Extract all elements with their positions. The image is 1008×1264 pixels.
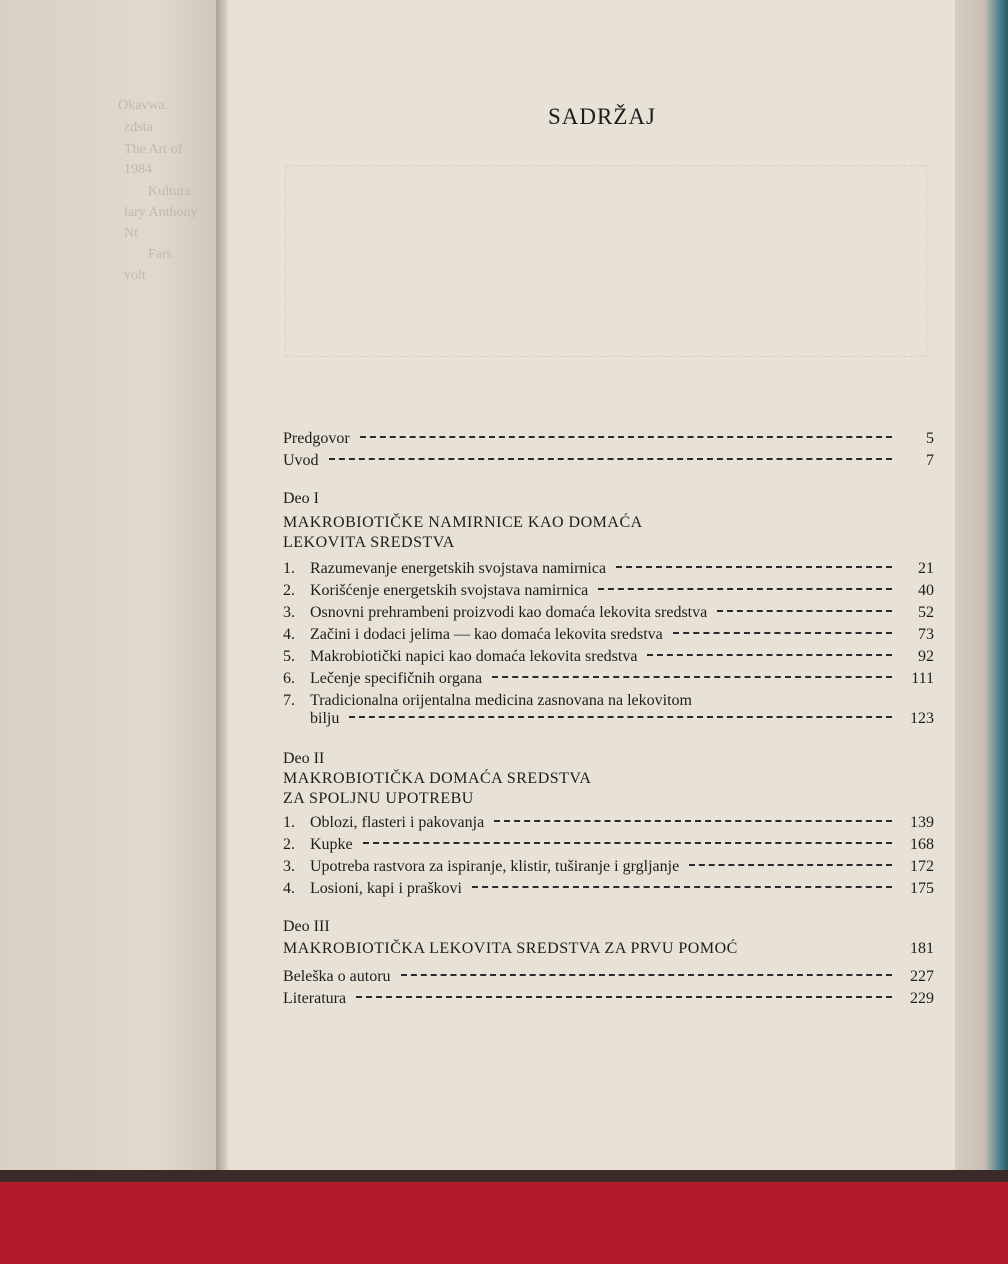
- part-title: LEKOVITA SREDSTVA: [283, 534, 455, 551]
- bleed-text: lary Anthony: [124, 205, 198, 220]
- leader-dashes: [492, 675, 892, 678]
- toc-entry-number: 3.: [283, 858, 295, 875]
- toc-page-number: 168: [910, 836, 934, 853]
- leader-dashes: [363, 841, 892, 844]
- toc-entry: [283, 452, 934, 474]
- part-label: Deo III: [283, 918, 330, 935]
- toc-entry: [283, 670, 934, 692]
- toc-entry: [283, 990, 934, 1012]
- toc-entry-label: Začini i dodaci jelima — kao domaća lekovita sredstva: [310, 626, 663, 643]
- toc-page-number: 5: [926, 430, 934, 447]
- leader-dashes: [689, 863, 892, 866]
- toc-entry-label: Korišćenje energetskih svojstava namirnica: [310, 582, 589, 599]
- bleed-text: Kultura: [148, 184, 191, 199]
- leader-dashes: [356, 995, 892, 998]
- background-edge: [0, 1170, 1008, 1182]
- toc-entry-number: 3.: [283, 604, 295, 621]
- toc-entry-label: Makrobiotički napici kao domaća lekovita sredstva: [310, 648, 638, 665]
- toc-entry-number: 6.: [283, 670, 295, 687]
- toc-entry-continued: [283, 710, 934, 732]
- part-title: MAKROBIOTIČKE NAMIRNICE KAO DOMAĆA: [283, 514, 643, 531]
- part-title: MAKROBIOTIČKA DOMAĆA SREDSTVA: [283, 770, 592, 787]
- bleed-text: Okavwa.: [118, 98, 169, 113]
- toc-entry-number: 5.: [283, 648, 295, 665]
- toc-page-number: 92: [918, 648, 934, 665]
- toc-entry-label: Osnovni prehrambeni proizvodi kao domaća lekovita sredstva: [310, 604, 708, 621]
- toc-entry-label: Kupke: [310, 836, 353, 853]
- toc-page-number: 111: [911, 670, 934, 687]
- toc-entry-number: 4.: [283, 880, 295, 897]
- toc-entry: [283, 626, 934, 648]
- toc-entry: [283, 968, 934, 990]
- toc-entry-label: Losioni, kapi i praškovi: [310, 880, 462, 897]
- toc-entry-label: Oblozi, flasteri i pakovanja: [310, 814, 485, 831]
- toc-entry-number: 1.: [283, 814, 295, 831]
- toc-page-number: 175: [910, 880, 934, 897]
- toc-entry: [283, 858, 934, 880]
- leader-dashes: [673, 631, 892, 634]
- toc-entry: [283, 430, 934, 452]
- toc-page-number: 181: [910, 940, 934, 957]
- toc-entry-label: Tradicionalna orijentalna medicina zasnovana na lekovitom: [310, 692, 692, 709]
- toc-page-number: 52: [918, 604, 934, 621]
- toc-page-number: 139: [910, 814, 934, 831]
- bleed-text: volt: [124, 268, 146, 283]
- toc-page-number: 73: [918, 626, 934, 643]
- part-title: MAKROBIOTIČKA LEKOVITA SREDSTVA ZA PRVU POMOĆ: [283, 940, 738, 957]
- toc-page-number: 7: [926, 452, 934, 469]
- toc-entry: [283, 836, 934, 858]
- toc-entry-number: 2.: [283, 582, 295, 599]
- bleed-text: 1984: [124, 162, 152, 177]
- left-page: [0, 0, 222, 1180]
- leader-dashes: [616, 565, 892, 568]
- page-title: SADRŽAJ: [548, 104, 656, 129]
- page-edge: [955, 0, 1008, 1180]
- toc-entry-number: 1.: [283, 560, 295, 577]
- toc-entry-label: Upotreba rastvora za ispiranje, klistir, tuširanje i grgljanje: [310, 858, 680, 875]
- leader-dashes: [598, 587, 892, 590]
- toc-entry: [283, 940, 934, 962]
- toc-page-number: 227: [910, 968, 934, 985]
- leader-dashes: [360, 435, 892, 438]
- bleed-text: The Art of: [124, 142, 183, 157]
- toc-entry-number: 4.: [283, 626, 295, 643]
- part-label: Deo I: [283, 490, 319, 507]
- leader-dashes: [494, 819, 892, 822]
- leader-dashes: [329, 457, 892, 460]
- toc-entry-label: Razumevanje energetskih svojstava namirnica: [310, 560, 607, 577]
- toc-entry: [283, 814, 934, 836]
- toc-entry-label: Literatura: [283, 990, 347, 1007]
- bleed-text: zdsta: [124, 120, 153, 135]
- leader-dashes: [647, 653, 892, 656]
- toc-entry: [283, 604, 934, 626]
- leader-dashes: [472, 885, 892, 888]
- leader-dashes: [349, 715, 892, 718]
- toc-entry-number: 2.: [283, 836, 295, 853]
- part-title: ZA SPOLJNU UPOTREBU: [283, 790, 474, 807]
- toc-entry-label: Lečenje specifičnih organa: [310, 670, 483, 687]
- toc-entry-label: Beleška o autoru: [283, 968, 391, 985]
- toc-page-number: 123: [910, 710, 934, 727]
- toc-entry: [283, 582, 934, 604]
- toc-entry: [283, 560, 934, 582]
- toc-entry-number: 7.: [283, 692, 295, 709]
- leader-dashes: [401, 973, 892, 976]
- toc-entry-label: Predgovor: [283, 430, 350, 447]
- bleed-text: Fars: [148, 247, 173, 262]
- toc-entry: [283, 880, 934, 902]
- toc-entry: [283, 648, 934, 670]
- bleed-through-box: [285, 165, 927, 357]
- leader-dashes: [717, 609, 892, 612]
- toc-page-number: 229: [910, 990, 934, 1007]
- toc-page-number: 40: [918, 582, 934, 599]
- part-label: Deo II: [283, 750, 325, 767]
- bleed-text: Nt: [124, 226, 138, 241]
- toc-entry-label: Uvod: [283, 452, 319, 469]
- toc-page-number: 172: [910, 858, 934, 875]
- toc-page-number: 21: [918, 560, 934, 577]
- toc-entry-label: bilju: [310, 710, 340, 727]
